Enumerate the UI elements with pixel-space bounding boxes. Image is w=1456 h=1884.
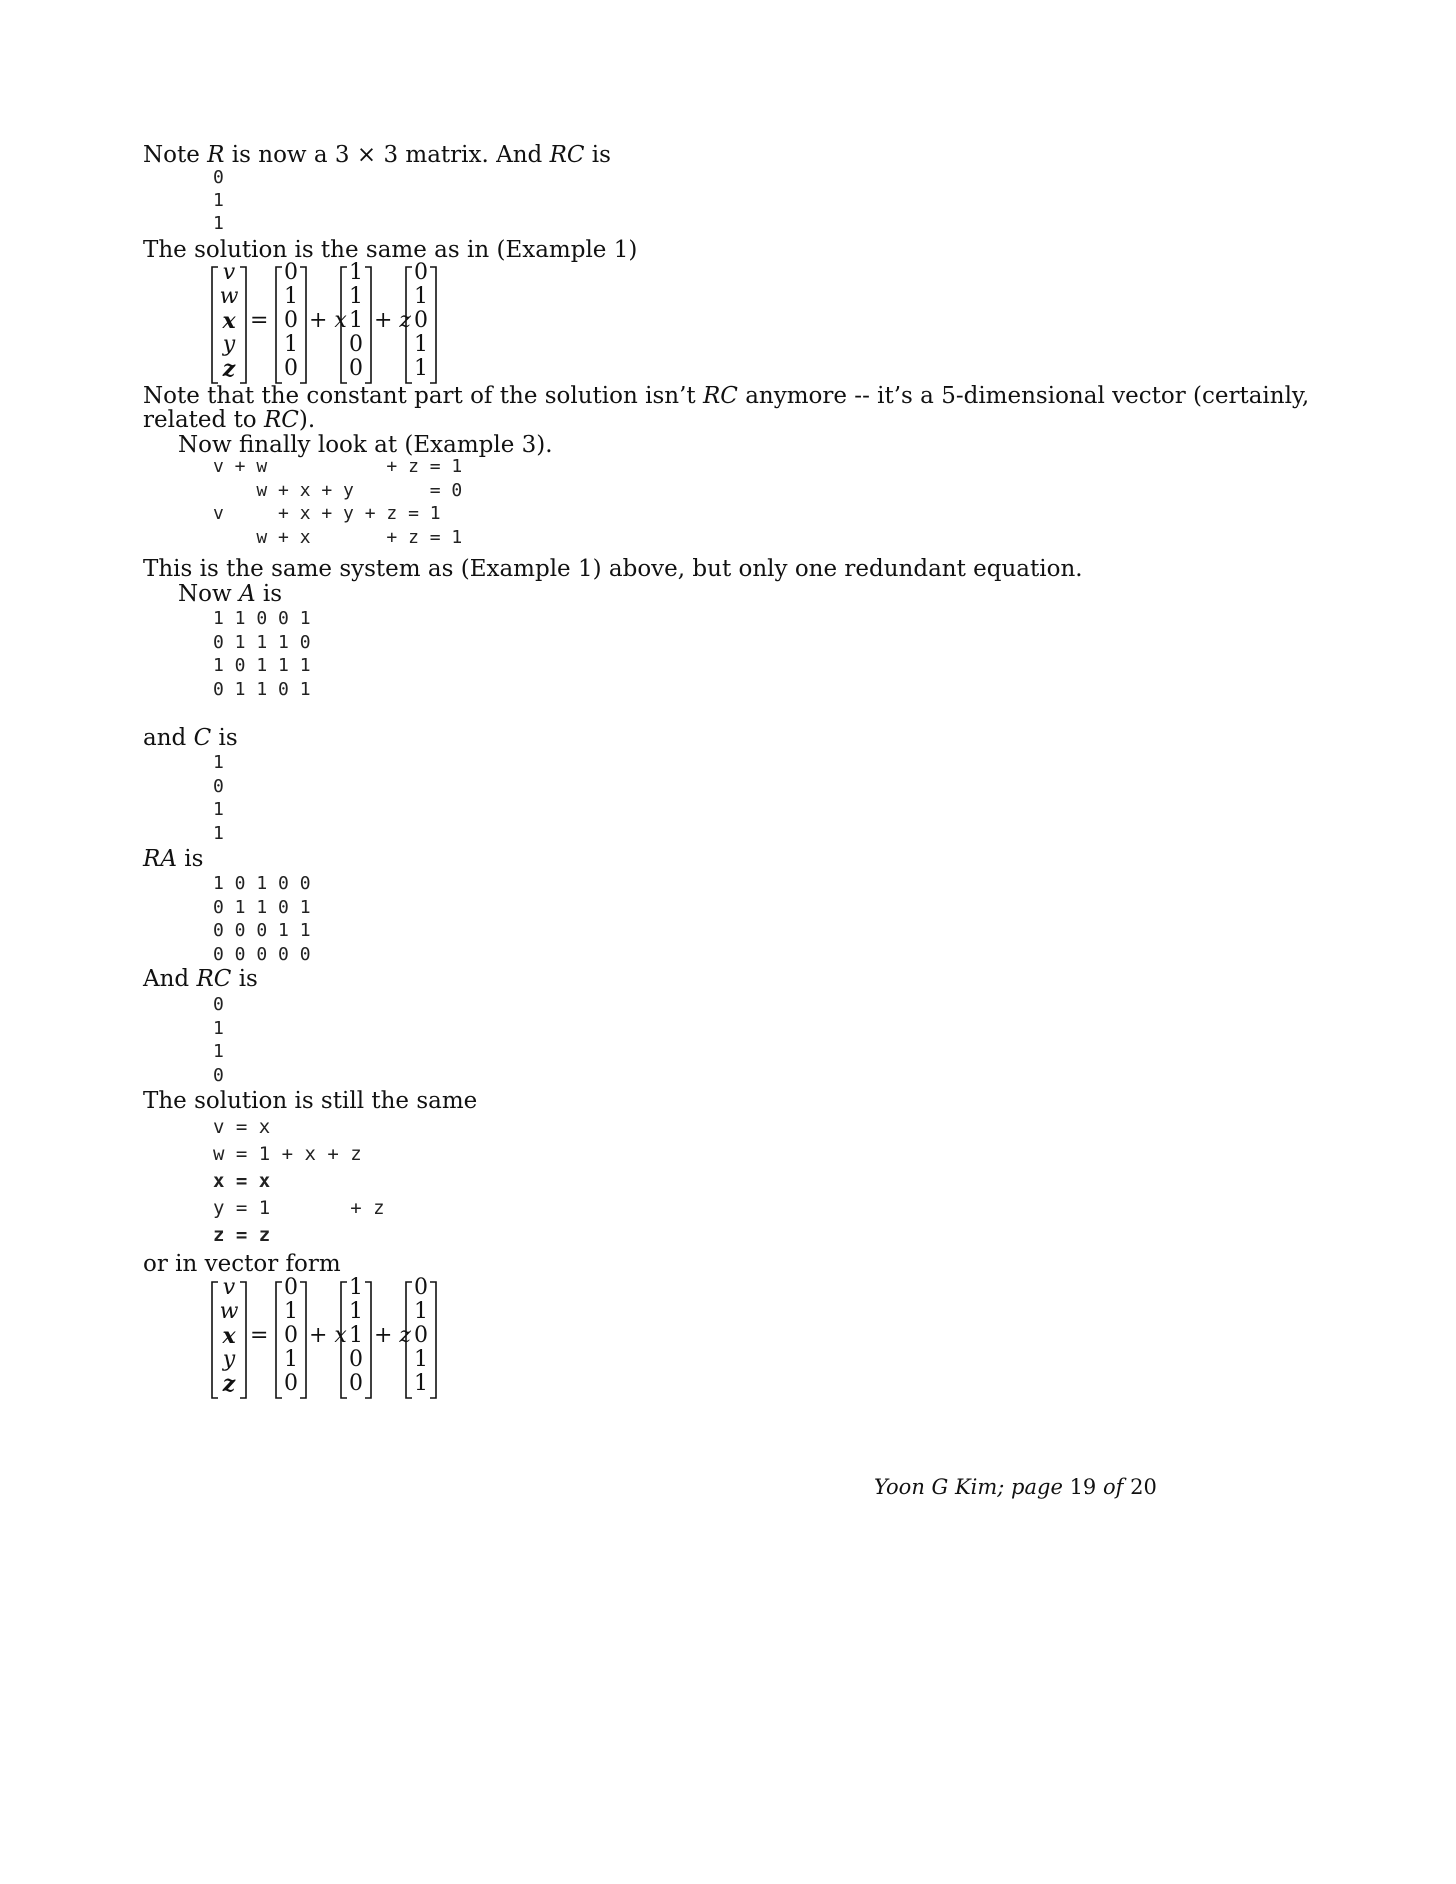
matrix-ra: [213, 872, 311, 966]
vector-solution-equation-1: [210, 260, 450, 387]
var-y: y: [222, 1347, 236, 1372]
solution-same-heading: The solution is the same as in (Example 1): [143, 237, 638, 263]
xvec-4: 0: [349, 1371, 363, 1396]
page-footer: Yoon G Kim; page 19 of 20: [874, 1475, 1157, 1499]
zvec-2: 0: [414, 1323, 428, 1348]
var-v: v: [222, 1275, 236, 1300]
xvec-3: 0: [349, 1347, 363, 1372]
plus-z: + z: [374, 308, 412, 333]
matrix-row: 1 0 1 1 1: [213, 655, 311, 676]
xvec-4: 0: [349, 356, 363, 381]
solution-row: x = x: [213, 1170, 271, 1192]
equals-sign: =: [250, 308, 269, 333]
example-3-equations: [213, 455, 462, 549]
var-z: z: [222, 1371, 236, 1397]
zvec-1: 1: [414, 1299, 428, 1324]
matrix-row: 0 0 0 0 0: [213, 943, 311, 965]
equals-sign: =: [250, 1323, 269, 1348]
const-0: 0: [284, 260, 298, 285]
const-1: 1: [284, 1299, 298, 1324]
now-a-heading: Now A is: [178, 581, 283, 607]
matrix-row: 0 1 1 0 1: [213, 896, 311, 918]
and-c-heading: and C is: [143, 725, 238, 751]
rc-value: 0 1 1: [213, 167, 224, 234]
still-same-heading: The solution is still the same: [143, 1088, 478, 1114]
var-x: x: [222, 1323, 236, 1349]
xvec-3: 0: [349, 332, 363, 357]
xvec-0: 1: [349, 1275, 363, 1300]
solution-row: v = x: [213, 1116, 271, 1138]
note-r-line: Note R is now a 3 × 3 matrix. And RC is: [143, 142, 611, 168]
xvec-1: 1: [349, 284, 363, 309]
const-3: 1: [284, 1347, 298, 1372]
const-4: 0: [284, 1371, 298, 1396]
xvec-2: 1: [349, 308, 363, 333]
matrix-a: [213, 607, 311, 701]
var-w: w: [219, 284, 239, 309]
vector-c: 1 0 1 1: [213, 752, 224, 844]
matrix-row: 0 0 0 1 1: [213, 920, 311, 941]
vector-form-heading: or in vector form: [143, 1251, 341, 1277]
plus-z: + z: [374, 1323, 412, 1348]
solution-row: w = 1 + x + z: [213, 1143, 362, 1165]
zvec-1: 1: [414, 284, 428, 309]
zvec-2: 0: [414, 308, 428, 333]
solution-row: z = z: [213, 1224, 271, 1246]
matrix-row: 0 1 1 0 1: [213, 678, 311, 700]
equation-row: v + w + z = 1: [213, 456, 463, 477]
zvec-0: 0: [414, 1275, 428, 1300]
ra-heading: RA is: [143, 846, 204, 872]
const-0: 0: [284, 1275, 298, 1300]
equation-row: w + x + y = 0: [213, 479, 463, 501]
const-4: 0: [284, 356, 298, 381]
zvec-3: 1: [414, 332, 428, 357]
zvec-4: 1: [414, 356, 428, 381]
xvec-2: 1: [349, 1323, 363, 1348]
zvec-4: 1: [414, 1371, 428, 1396]
solution-row: y = 1 + z: [213, 1197, 385, 1219]
same-system-text: This is the same system as (Example 1) above, but only one redundant equation.: [143, 556, 1083, 582]
note-constant-part: Note that the constant part of the solution isn’t RC anymore -- it’s a 5-dimensional vector (certainly,: [143, 383, 1310, 409]
plus-x: + x: [309, 1323, 347, 1348]
const-3: 1: [284, 332, 298, 357]
var-y: y: [222, 332, 236, 357]
equation-row: v + x + y + z = 1: [213, 503, 441, 524]
solution-equations: [213, 1114, 385, 1249]
var-x: x: [222, 308, 236, 334]
note-constant-part-line2: related to RC).: [143, 407, 316, 433]
var-v: v: [222, 260, 236, 285]
xvec-1: 1: [349, 1299, 363, 1324]
xvec-0: 1: [349, 260, 363, 285]
matrix-row: 1 0 1 0 0: [213, 873, 311, 894]
var-w: w: [219, 1299, 239, 1324]
and-rc-heading: And RC is: [143, 966, 258, 992]
const-2: 0: [284, 308, 298, 333]
plus-x: + x: [309, 308, 347, 333]
matrix-row: 1 1 0 0 1: [213, 608, 311, 629]
zvec-3: 1: [414, 1347, 428, 1372]
zvec-0: 0: [414, 260, 428, 285]
example-3-heading: Now finally look at (Example 3).: [178, 432, 553, 458]
equation-row: w + x + z = 1: [213, 526, 463, 548]
const-1: 1: [284, 284, 298, 309]
var-z: z: [222, 356, 236, 382]
vector-rc: 0 1 1 0: [213, 994, 224, 1086]
matrix-row: 0 1 1 1 0: [213, 631, 311, 653]
const-2: 0: [284, 1323, 298, 1348]
vector-solution-equation-2: [210, 1275, 450, 1402]
